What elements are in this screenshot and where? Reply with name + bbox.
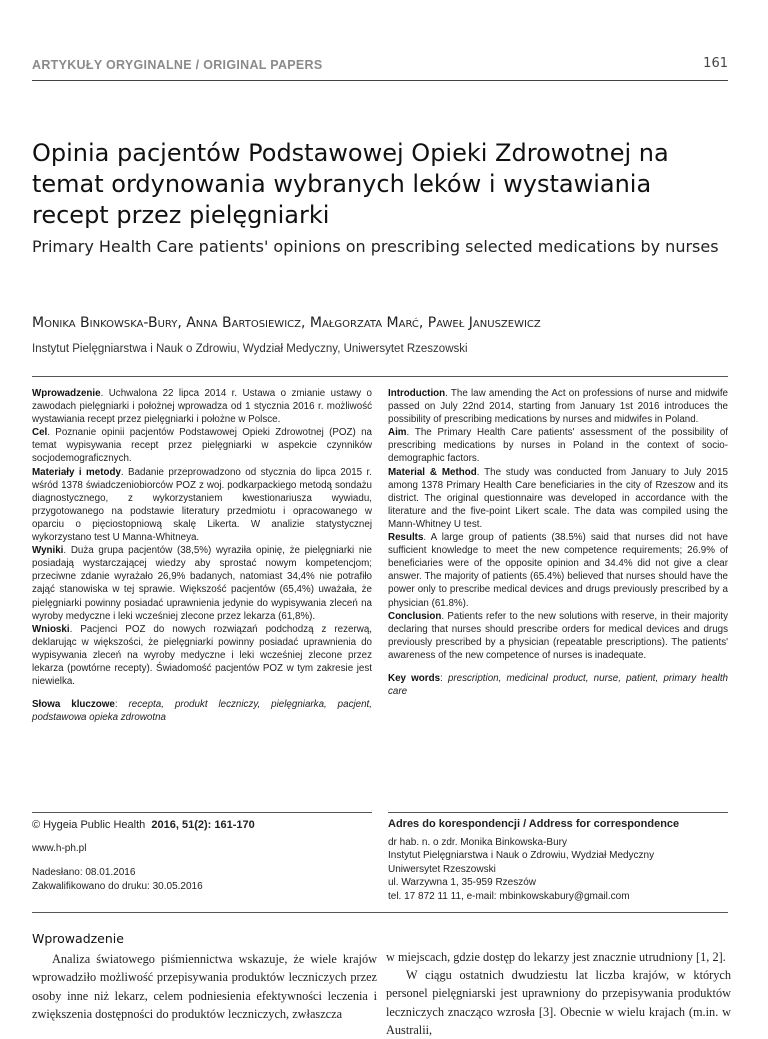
abstract-pl-intro-text: . Uchwalona 22 lipca 2014 r. Ustawa o zmianie ustawy o zawodach pielęgniarki i położnej wprowadza od 1 stycznia 2016 r. możliwość wystawiania recept przez pielęgniarki i położne w Polsce. [32,388,372,426]
correspondence-name: dr hab. n. o zdr. Monika Binkowska-Bury [388,836,567,848]
abstract-english: Introduction. The law amending the Act on professions of nurse and midwife passed on July 22nd 2014, starting from January 1st 2016 introduces the possibility of prescribing medications by nurses and midwifes in Poland. Aim. The Primary Health Care patients' assessment of the possibility of prescribing medications by nurses in Poland in the context of socio-demographic factors. Material & Method. The study was conducted from January to July 2015 among 1378 Primary Health Care beneficiaries in the city of Rzeszow and its district. The original questionnaire was developed in accordance with the literature and the five-point Likert scale. The data was compiled using the Mann-Whitney U test. Results. A large group of patients (38.5%) said that nurses did not have sufficient knowledge to meet the new competence requirements; 26.9% of beneficiaries were of the opposite opinion and 34.4% did not give a clear answer. The majority of patients (65.4%) believed that nurses should have the power only to prescribe medical devices and drugs previously prescribed by a physician (61.8%). Conclusion. Patients refer to the new solutions with reserve, in their majority declaring that nurses should prescribe orders for medical devices and drugs previously prescribed by a physician (repeatable prescriptions). The patients' awareness of the new competence of nurses is inadequate. Key words: prescription, medicinal product, nurse, patient, primary health care [388,388,728,698]
article-title-english: Primary Health Care patients' opinions on prescribing selected medications by nurses [32,237,719,256]
section-heading: Wprowadzenie [32,931,124,946]
running-header [32,56,728,81]
journal-website[interactable]: www.h-ph.pl [32,843,87,854]
correspondence-university: Uniwersytet Rzeszowski [388,863,496,875]
abstract-en-methods-text: . The study was conducted from January to July 2015 among 1378 Primary Health Care beneficiaries in the city of Rzeszow and its district. The original questionnaire was developed in accordance with the literature and the five-point Likert scale. The data was compiled using the Mann-Whitney U test. [388,466,728,530]
page-number: 161 [703,56,728,71]
abstract-pl-keywords: recepta, produkt leczniczy, pielęgniarka, pacjent, podstawowa opieka zdrowotna [32,699,372,724]
divider [32,812,372,813]
section-label: ARTYKUŁY ORYGINALNE / ORIGINAL PAPERS [32,58,323,72]
abstract-polish: Wprowadzenie. Uchwalona 22 lipca 2014 r. Ustawa o zmianie ustawy o zawodach pielęgniarki i położnej wprowadza od 1 stycznia 2016 r. możliwość wystawiania recept przez pielęgniarki i położne w Polsce. Cel. Poznanie opinii pacjentów Podstawowej Opieki Zdrowotnej (POZ) na temat wypisywania recept przez pielęgniarki w aspekcie czynników socjodemograficznych. Materiały i metody. Badanie przeprowadzono od stycznia do lipca 2015 r. wśród 1378 świadczeniobiorców POZ z woj. podkarpackiego metodą sondażu diagnostycznego, z wykorzystaniem kwestionariusza wywiadu, przygotowanego na podstawie literatury przedmiotu i opracowanego w oparciu o pięciostopniową skalę Likerta. W analizie statystycznej wykorzystano test U Manna-Whitneya. Wyniki. Duża grupa pacjentów (38,5%) wyraziła opinię, że pielęgniarki nie posiadają wystarczającej wiedzy aby sprostać nowym kompetencjom; przeciwne zdanie wyrażało 26,9% badanych, natomiast 34,4% nie potrafiło zająć stanowiska w tej sprawie. Większość pacjentów (65,4%) uważała, że pielęgniarki powinny posiadać uprawnienia jedynie do wypisywania zleceń na wyroby medyczne i leki wcześniej zlecone przez lekarza (61,8%). Wnioski. Pacjenci POZ do nowych rozwiązań podchodzą z rezerwą, deklarując w większości, że pielęgniarki powinny posiadać uprawnienia do wypisywania zleceń na wyroby medyczne i leki wcześniej zlecone przez lekarza (powtórne recepty). Świadomość pacjentów POZ w tym zakresie jest niewielka. Słowa kluczowe: recepta, produkt leczniczy, pielęgniarka, pacjent, podstawowa opieka zdrowotna [32,388,372,724]
abstract-pl-aim-text: . Poznanie opinii pacjentów Podstawowej Opieki Zdrowotnej (POZ) na temat wypisywania recept przez pielęgniarki w aspekcie czynników socjodemograficznych. [32,427,372,465]
abstract-en-aim-text: . The Primary Health Care patients' assessment of the possibility of prescribing medications by nurses in Poland in the context of socio-demographic factors. [388,427,728,465]
abstract-pl-keywords-label: Słowa kluczowe [32,699,115,711]
abstract-en-keywords: prescription, medicinal product, nurse, patient, primary health care [388,672,728,698]
abstract-en-aim-label: Aim [388,427,407,439]
abstract-en-keywords-label: Key words [388,672,441,684]
abstract-en-conclusion-label: Conclusion [388,610,442,622]
article-title-polish: Opinia pacjentów Podstawowej Opieki Zdrowotnej na temat ordynowania wybranych leków i wystawiania recept przez pielęgniarki [32,139,669,229]
body-paragraph: W ciągu ostatnich dwudziestu lat liczba krajów, w których personel pielęgniarski jest uprawniony do przepisywania produktów leczniczych znacząco wzrosła [3]. Obecnie w wielu krajach (m.in. w Australii, [386,968,731,1037]
body-paragraph: Analiza światowego piśmiennictwa wskazuje, że wiele krajów wprowadziło możliwość przepisywania produktów leczniczych przez osoby inne niż lekarz, celem podniesienia efektywności leczenia i zwiększenia dostępności do produktów leczniczych, zwłaszcza [32,952,377,1021]
divider [388,812,728,813]
citation-prefix: © Hygeia Public Health [32,819,146,831]
accepted-date: Zakwalifikowano do druku: 30.05.2016 [32,881,203,892]
body-column-left [32,930,377,1023]
abstract-en-intro-label: Introduction [388,388,446,399]
submitted-date: Nadesłano: 08.01.2016 [32,867,136,878]
abstract-en-methods-label: Material & Method [388,466,477,478]
correspondence-institute: Instytut Pielęgniarstwa i Nauk o Zdrowiu, Wydział Medyczny [388,850,655,861]
abstracts-block [32,376,728,815]
journal-info [32,818,372,894]
citation [32,818,372,832]
abstract-en-results-label: Results [388,532,424,544]
abstract-pl-aim-label: Cel [32,427,48,439]
citation-ref: 2016, 51(2): 161-170 [151,819,255,831]
abstract-pl-results-label: Wyniki [32,545,64,557]
divider [32,912,728,913]
correspondence-block [388,818,728,903]
body-paragraph: w miejscach, gdzie dostęp do lekarzy jest znacznie utrudniony [1, 2]. [386,950,726,964]
abstract-pl-intro-label: Wprowadzenie [32,388,101,399]
abstract-en-conclusion-text: . Patients refer to the new solutions with reserve, in their majority declaring that nurses should prescribe orders for medical devices and drugs previously prescribed by a physician (repeatable prescriptions). The patients' awareness of the new competence of nurses is inadequate. [388,610,728,661]
abstract-en-intro-text: . The law amending the Act on professions of nurse and midwife passed on July 22nd 2014, starting from January 1st 2016 introduces the possibility of prescribing medications by nurses and midwifes in Poland. [388,388,728,426]
affiliation: Instytut Pielęgniarstwa i Nauk o Zdrowiu, Wydział Medyczny, Uniwersytet Rzeszowski [32,343,468,355]
correspondence-heading: Adres do korespondencji / Address for correspondence [388,818,680,830]
abstract-pl-methods-text: . Badanie przeprowadzono od stycznia do lipca 2015 r. wśród 1378 świadczeniobiorców POZ z woj. podkarpackiego metodą sondażu diagnostycznego, z wykorzystaniem kwestionariusza wywiadu, przygotowanego na podstawie literatury przedmiotu i opracowanego w oparciu o pięciostopniową skalę Likerta. W analizie statystycznej wykorzystano test U Manna-Whitneya. [32,466,372,544]
abstract-pl-conclusions-text: . Pacjenci POZ do nowych rozwiązań podchodzą z rezerwą, deklarując w większości, że pielęgniarki powinny posiadać uprawnienia do wypisywania zleceń na wyroby medyczne i leki wcześniej zlecone przez lekarza (powtórne recepty). Świadomość pacjentów POZ w tym zakresie jest niewielka. [32,623,372,688]
abstract-pl-conclusions-label: Wnioski [32,623,70,635]
correspondence-street: ul. Warzywna 1, 35-959 Rzeszów [388,877,537,888]
abstract-pl-methods-label: Materiały i metody [32,466,121,478]
abstract-en-results-text: . A large group of patients (38.5%) said that nurses did not have sufficient knowledge to meet the new competence requirements; 26.9% of beneficiaries were of the opposite opinion and 34.4% did not give a clear answer. The majority of patients (65.4%) believed that nurses should have the power only to prescribe medical devices and drugs previously prescribed by a physician (61.8%). [388,532,728,609]
authors: Monika Binkowska-Bury, Anna Bartosiewicz, Małgorzata Marć, Paweł Januszewicz [32,315,541,331]
correspondence-contact[interactable]: tel. 17 872 11 11, e-mail: mbinkowskabury@gmail.com [388,890,630,902]
abstract-pl-results-text: . Duża grupa pacjentów (38,5%) wyraziła opinię, że pielęgniarki nie posiadają wystarczającej wiedzy aby sprostać nowym kompetencjom; przeciwne zdanie wyrażało 26,9% badanych, natomiast 34,4% nie potrafiło zająć stanowiska w tej sprawie. Większość pacjentów (65,4%) uważała, że pielęgniarki powinny posiadać uprawnienia jedynie do wypisywania zleceń na wyroby medyczne i leki wcześniej zlecone przez lekarza (61,8%). [32,545,372,622]
